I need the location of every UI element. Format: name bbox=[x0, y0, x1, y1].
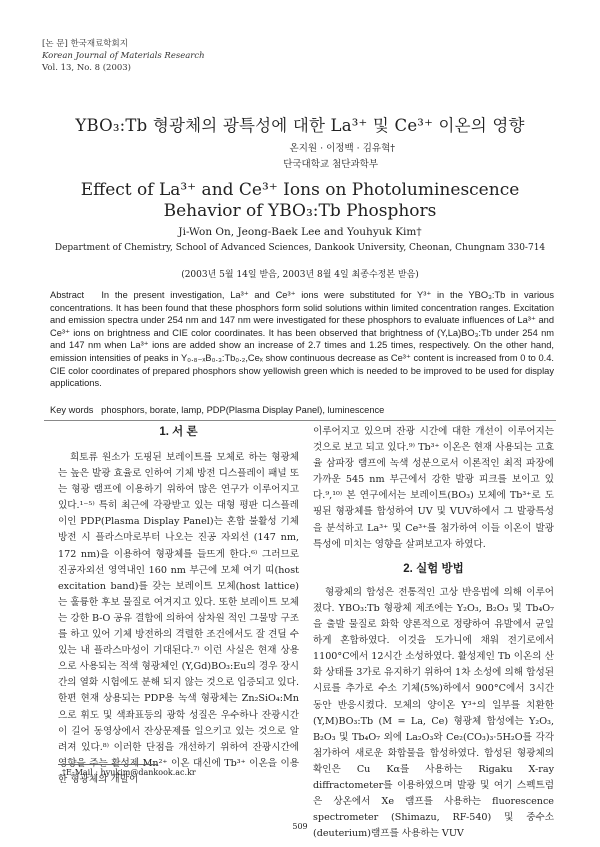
english-title-line2: Behavior of YBO₃:Tb Phosphors bbox=[163, 201, 437, 221]
journal-name-english: Korean Journal of Materials Research bbox=[42, 51, 205, 61]
page-number: 509 bbox=[292, 822, 308, 831]
right-column bbox=[313, 424, 554, 842]
footnote-divider bbox=[58, 764, 158, 765]
journal-volume: Vol. 13, No. 8 (2003) bbox=[42, 63, 132, 73]
section-2-title: 2. 실험 방법 bbox=[403, 562, 464, 575]
journal-header bbox=[42, 38, 205, 74]
footnote-email: †E-Mail : hyukim@dankook.ac.kr bbox=[62, 768, 196, 777]
left-column bbox=[58, 450, 299, 788]
keywords-label: Key words bbox=[50, 405, 94, 415]
english-title-line1: Effect of La³⁺ and Ce³⁺ Ions on Photoluminescence bbox=[80, 180, 520, 200]
keywords-text: phosphors, borate, lamp, PDP(Plasma Display Panel), luminescence bbox=[101, 405, 385, 415]
section-1-continued: 이루어지고 있으며 잔광 시간에 대한 개선이 이루어지는 것으로 보고 되고 있다.⁹⁾ Tb³⁺ 이온은 현재 사용되는 고효율 삼파장 램프에 녹색 성분으로서 이론적인 최적 파장에 가까운 545 nm 부근에서 강한 발광 피크를 보이고 있다.⁹,¹⁰⁾ 본 연구에서는 보레이트(BO₃) 모체에 Tb³⁺로 도핑된 형광체를 합성하여 UV 및 VUV하에서 그 발광특성을 분석하고 La³⁺ 및 Ce³⁺를 첨가하여 이들 이온이 발광특성에 미치는 영향을 살펴보고자 하였다. bbox=[313, 426, 554, 550]
korean-title: YBO₃:Tb 형광체의 광특성에 대한 La³⁺ 및 Ce³⁺ 이온의 영향 bbox=[75, 116, 525, 135]
affiliation: Department of Chemistry, School of Advanced Sciences, Dankook University, Cheonan, Chungnam 330-714 bbox=[54, 243, 546, 253]
received-dates: (2003년 5월 14일 받음, 2003년 8월 4일 최종수정본 받음) bbox=[181, 270, 419, 280]
english-authors: Ji-Won On, Jeong-Baek Lee and Youhyuk Kim† bbox=[178, 226, 422, 238]
keywords bbox=[50, 405, 554, 415]
abstract bbox=[50, 289, 554, 390]
section-2-paragraph: 형광체의 합성은 전통적인 고상 반응법에 의해 이루어졌다. YBO₃:Tb 형광체 제조에는 Y₂O₃, B₂O₃ 및 Tb₄O₇을 출발 물질로 화학 양론적으로 정량하여 유발에서 균일하게 혼합하였다. 이것을 도가니에 채워 전기로에서 1100°C에서 12시간 소성하였다. 활성제인 Tb 이온의 산화 상태를 3가로 유지하기 위하여 1차 소성에 의해 합성된 시료를 추가로 수소 기체(5%)하에서 900°C에서 3시간 동안 반응시켰다. 모체의 양이온 Y³⁺의 일부를 치환한 (Y,M)BO₃:Tb (M = La, Ce) 형광체 합성에는 Y₂O₃, B₂O₃ 및 Tb₄O₇ 외에 La₂O₃와 Ce₂(CO₃)₃·5H₂O를 각각 첨가하여 새로운 화합물을 합성하였다. 합성된 형광체의 확인은 Cu Kα를 사용하는 Rigaku X-ray diffractometer를 이용하였으며 발광 및 여기 스펙트럼은 상온에서 Xe 램프를 사용하는 fluorescence spectrometer (Shimazu, RF-540) 및 중수소(deuterium)램프를 사용하는 VUV bbox=[313, 586, 554, 840]
section-1-title: 1. 서 론 bbox=[159, 426, 198, 438]
divider bbox=[44, 420, 556, 421]
journal-name-korean: [논 문] 한국재료학회지 bbox=[42, 39, 128, 49]
korean-affiliation: 단국대학교 첨단과학부 bbox=[283, 159, 378, 170]
section-1-paragraph: 희토류 원소가 도핑된 보레이트를 모체로 하는 형광체는 높은 발광 효율로 인하여 기체 방전 디스플레이 패널 또는 형광 램프에 이용하기 위하여 많은 연구가 이루어지고 있다.¹⁻⁵⁾ 특히 최근에 각광받고 있는 대형 평판 디스플레이인 PDP(Plasma Display Panel)는 혼합 불활성 기체 방전 시 플라스마로부터 나오는 진공 자외선 (147 nm, 172 nm)을 이용하여 형광체를 들뜨게 한다.⁶⁾ 그러므로 진공자외선 영역내인 160 nm 부근에 모체 여기 띠(host excitation band)를 갖는 보레이트 모체(host lattice)는 훌륭한 후보 물질로 여겨지고 있다. 또한 보레이트 모체는 강한 B-O 공유 결합에 의하여 삼차원 적인 그물망 구조를 하고 있어 기체 방전하의 격렬한 조건에서도 잘 견딜 수 있는 내 플라스마성이 기대된다.⁷⁾ 이런 사실은 현재 상용으로 사용되는 적색 형광체인 (Y,Gd)BO₃:Eu의 경우 장시간의 열화 시험에도 분해 되지 않는 것으로 입증되고 있다. 한편 현재 상용되는 PDP용 녹색 형광체는 Zn₂SiO₄:Mn으로 휘도 및 색좌표등의 광학 성질은 우수하나 잔광시간이 길어 동영상에서 잔상문제를 일으키고 있는 것으로 알려져 있다.⁸⁾ 이러한 단점을 개선하기 위하여 잔광시간에 영향을 주는 활성제 Mn²⁺ 이온 대신에 Tb³⁺ 이온을 이용한 형광체의 개발이 bbox=[58, 452, 299, 785]
abstract-label: Abstract bbox=[50, 290, 85, 300]
english-title bbox=[0, 180, 600, 222]
abstract-text: In the present investigation, La³⁺ and Ce³⁺ ions were substituted for Y³⁺ in the YBO₃:Tb in various concentrations. It has been found that these phosphors form solid solutions within limited concentration ranges. Excitation and emission spectra under 254 nm and 147 nm were investigated for these phosphors to evaluate influences of La³⁺ and Ce³⁺ ions on brightness and CIE color coordinates. It has been observed that brightness of (Y,La)BO₃:Tb under 254 nm and 147 nm when La³⁺ ions are added show an increase of 2.7 times and 1.25 times, respectively. On the other hand, emission intensities of peaks in Y₀.₈₋ₓB₀.₃:Tb₀.₂,Ceₓ show continuous decrease as Ce³⁺ content is increased from 0 to 0.4. CIE color coordinates of prepared phosphors show yellowish green which is needed to be improved to be used for display applications. bbox=[50, 290, 554, 389]
korean-authors: 온지원 · 이정백 · 김유혁† bbox=[289, 143, 395, 154]
